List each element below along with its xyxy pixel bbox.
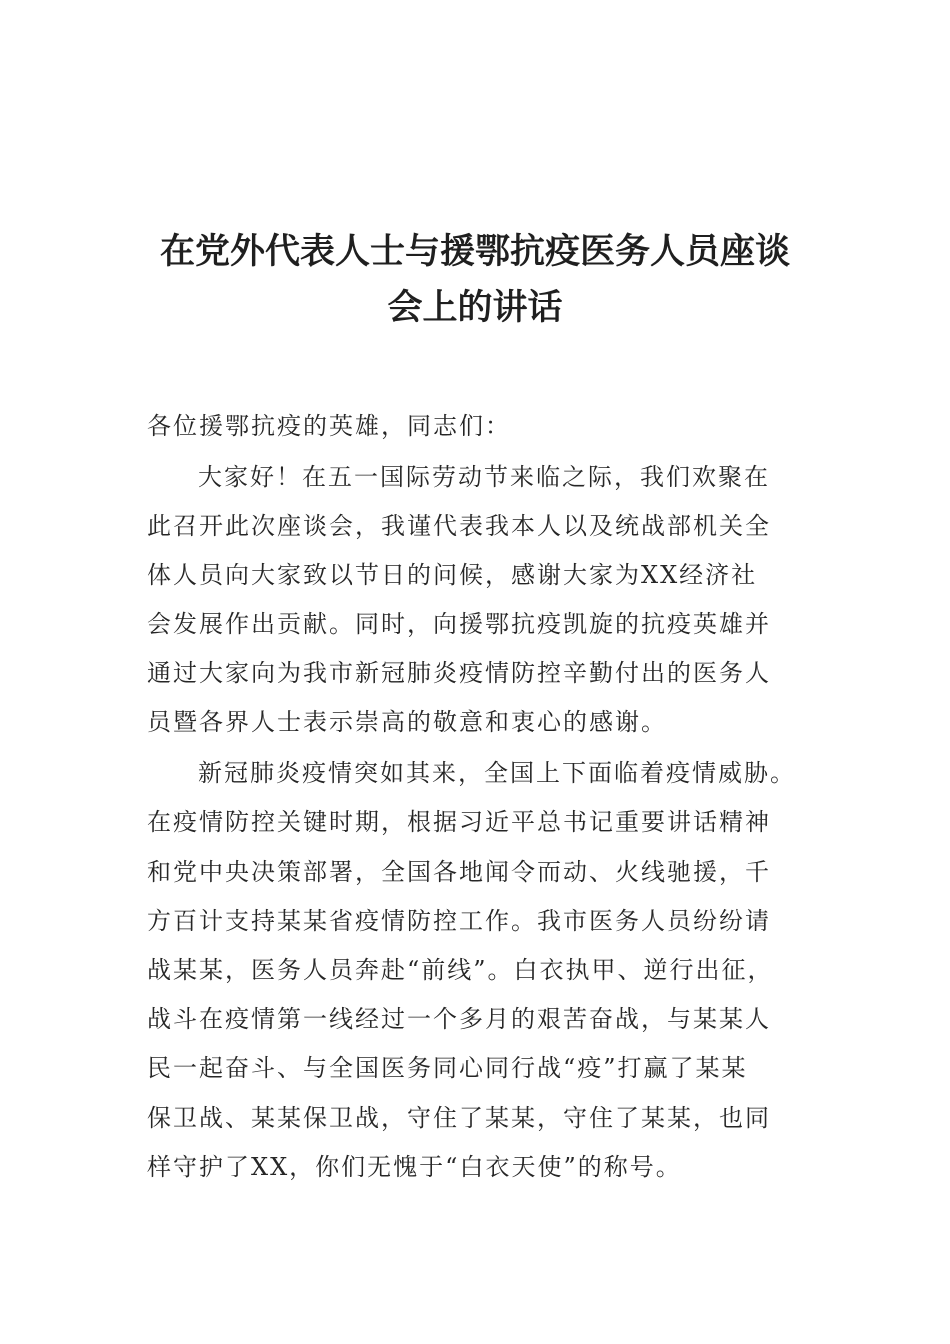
paragraph-2-line-7: 民一起奋斗、与全国医务同心同行战“疫”打赢了某某 [147,1054,748,1082]
title-line-1: 在党外代表人士与援鄂抗疫医务人员座谈 [159,232,790,272]
paragraph-1-line-1: 大家好！在五一国际劳动节来临之际，我们欢聚在 [198,463,770,491]
paragraph-2-line-3: 和党中央决策部署，全国各地闻令而动、火线驰援，千 [147,858,771,886]
paragraph-1-line-2: 此召开此次座谈会，我谨代表我本人以及统战部机关全 [147,512,771,540]
paragraph-2-line-2: 在疫情防控关键时期，根据习近平总书记重要讲话精神 [147,808,771,836]
paragraph-2-line-9: 样守护了XX，你们无愧于“白衣天使”的称号。 [147,1153,682,1181]
paragraph-2-line-1: 新冠肺炎疫情突如其来，全国上下面临着疫情威胁。 [198,759,796,787]
document-title [140,224,810,336]
paragraph-1-line-3: 体人员向大家致以节日的问候，感谢大家为XX经济社 [147,561,758,589]
paragraph-1-line-6: 员暨各界人士表示崇高的敬意和衷心的感谢。 [147,708,667,736]
paragraph-1-line-5: 通过大家向为我市新冠肺炎疫情防控辛勤付出的医务人 [147,659,771,687]
salutation: 各位援鄂抗疫的英雄，同志们： [147,412,511,440]
paragraph-2-line-8: 保卫战、某某保卫战，守住了某某，守住了某某，也同 [147,1104,771,1132]
paragraph-2-line-6: 战斗在疫情第一线经过一个多月的艰苦奋战，与某某人 [147,1005,771,1033]
paragraph-2-line-4: 方百计支持某某省疫情防控工作。我市医务人员纷纷请 [147,907,771,935]
paragraph-1-line-4: 会发展作出贡献。同时，向援鄂抗疫凯旋的抗疫英雄并 [147,610,771,638]
paragraph-2-line-5: 战某某，医务人员奔赴“前线”。白衣执甲、逆行出征， [147,956,774,984]
title-line-2: 会上的讲话 [387,288,563,328]
